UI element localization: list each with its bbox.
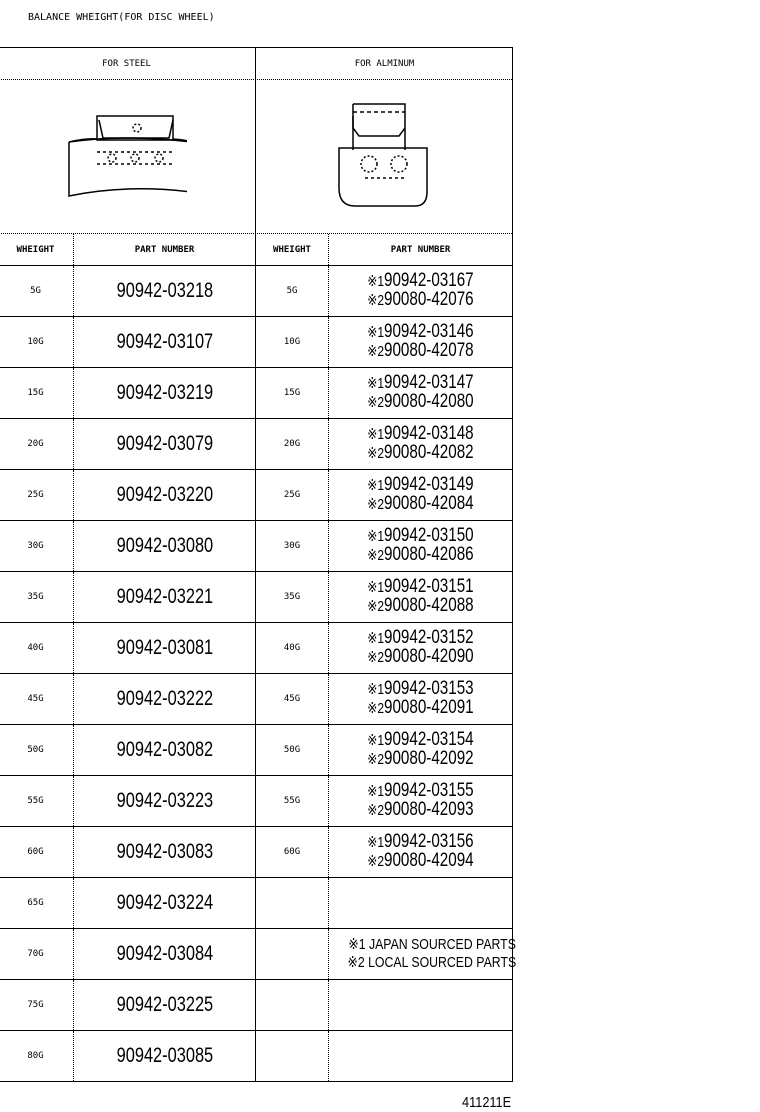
source-mark: ※2: [367, 445, 385, 462]
steel-part-number-cell: [74, 266, 256, 316]
table-row: [0, 521, 512, 572]
aluminum-part-number: 90942-03153: [384, 678, 474, 699]
aluminum-part-number: 90080-42078: [384, 340, 474, 361]
steel-part-number-cell: [74, 623, 256, 673]
steel-weight: 65G: [0, 878, 74, 928]
aluminum-part-number-cell: [329, 878, 512, 928]
aluminum-part-number-cell: [329, 980, 512, 1030]
steel-part-number-cell: [74, 470, 256, 520]
steel-weight: 30G: [0, 521, 74, 571]
aluminum-part-number-line: [367, 444, 473, 463]
steel-part-number-cell: [74, 827, 256, 877]
steel-weight: 15G: [0, 368, 74, 418]
aluminum-part-number-line: [367, 546, 473, 565]
aluminum-part-number-cell: [329, 674, 512, 724]
aluminum-header: FOR ALMINUM: [354, 58, 415, 69]
table-row: [0, 674, 512, 725]
aluminum-part-number-line: [367, 801, 473, 820]
source-mark: ※1: [367, 528, 385, 545]
aluminum-part-number: 90942-03151: [384, 576, 474, 597]
aluminum-weight: [256, 980, 329, 1030]
aluminum-part-number-cell: [329, 776, 512, 826]
aluminum-part-number: 90080-42091: [384, 697, 474, 718]
table-row: [0, 419, 512, 470]
aluminum-part-number-cell: [329, 1031, 512, 1081]
source-mark: ※1: [367, 630, 385, 647]
source-mark: ※2: [367, 853, 385, 870]
steel-weight: 50G: [0, 725, 74, 775]
steel-part-number: 90942-03080: [116, 534, 213, 557]
steel-part-number: 90942-03083: [116, 840, 213, 863]
aluminum-weight: 20G: [256, 419, 329, 469]
steel-part-number-cell: [74, 980, 256, 1030]
aluminum-weight: [256, 1031, 329, 1081]
aluminum-part-number: 90942-03152: [384, 627, 474, 648]
steel-part-number-cell: [74, 368, 256, 418]
aluminum-part-number-line: [367, 648, 473, 667]
aluminum-part-number: 90942-03146: [384, 321, 474, 342]
steel-part-number: 90942-03220: [116, 483, 213, 506]
table-row: [0, 827, 512, 878]
source-mark: ※1: [367, 732, 385, 749]
aluminum-part-number: 90080-42094: [384, 850, 474, 871]
aluminum-part-number-line: [367, 291, 473, 310]
aluminum-part-number: 90080-42080: [384, 391, 474, 412]
table-row: [0, 368, 512, 419]
source-mark: ※2: [367, 802, 385, 819]
source-mark: ※2: [367, 700, 385, 717]
aluminum-part-number-line: [367, 699, 473, 718]
column-header-row: [0, 234, 512, 266]
steel-part-number-cell: [74, 521, 256, 571]
steel-part-number: 90942-03079: [116, 432, 213, 455]
steel-part-number-cell: [74, 572, 256, 622]
source-mark: ※2: [367, 496, 385, 513]
aluminum-part-number: 90080-42088: [384, 595, 474, 616]
steel-part-number: 90942-03222: [116, 687, 213, 710]
table-row: [0, 776, 512, 827]
aluminum-part-number: 90942-03155: [384, 780, 474, 801]
aluminum-part-number: 90942-03147: [384, 372, 474, 393]
steel-part-number-cell: [74, 878, 256, 928]
aluminum-part-number: 90942-03148: [384, 423, 474, 444]
steel-weight: 75G: [0, 980, 74, 1030]
aluminum-part-number-cell: [329, 521, 512, 571]
aluminum-weight: 25G: [256, 470, 329, 520]
steel-weight: 20G: [0, 419, 74, 469]
steel-part-number: 90942-03224: [116, 891, 213, 914]
source-mark: ※2: [367, 547, 385, 564]
aluminum-part-number: 90942-03154: [384, 729, 474, 750]
source-mark: ※1: [367, 579, 385, 596]
source-mark: ※2: [367, 292, 385, 309]
steel-part-number: 90942-03084: [116, 942, 213, 965]
section-header: [0, 48, 512, 80]
aluminum-weight: 60G: [256, 827, 329, 877]
steel-weight: 55G: [0, 776, 74, 826]
aluminum-part-number: 90080-42093: [384, 799, 474, 820]
steel-part-number-cell: [74, 674, 256, 724]
table-row: [0, 572, 512, 623]
figure-code: 411211E: [462, 1094, 512, 1111]
steel-part-number: 90942-03107: [116, 330, 213, 353]
aluminum-part-number-header: PART NUMBER: [390, 244, 451, 255]
steel-weight: 45G: [0, 674, 74, 724]
steel-part-number: 90942-03219: [116, 381, 213, 404]
aluminum-part-number-line: [367, 852, 473, 871]
steel-part-number-cell: [74, 776, 256, 826]
aluminum-weight: [256, 878, 329, 928]
aluminum-part-number-cell: [329, 572, 512, 622]
table-row: [0, 317, 512, 368]
balance-weight-table: [0, 47, 517, 1082]
source-mark: ※1: [367, 477, 385, 494]
aluminum-part-number: 90080-42076: [384, 289, 474, 310]
document-title: BALANCE WHEIGHT(FOR DISC WHEEL): [28, 12, 215, 23]
source-mark: ※2: [367, 649, 385, 666]
aluminum-weight: 10G: [256, 317, 329, 367]
aluminum-part-number-cell: [329, 368, 512, 418]
steel-part-number: 90942-03223: [116, 789, 213, 812]
aluminum-part-number-cell: [329, 725, 512, 775]
table-row: [0, 929, 517, 980]
aluminum-weight: 45G: [256, 674, 329, 724]
steel-weight: 80G: [0, 1031, 74, 1081]
aluminum-weight: 5G: [256, 266, 329, 316]
aluminum-part-number-cell: [329, 317, 512, 367]
aluminum-part-number-line: [367, 750, 473, 769]
source-mark: ※2: [367, 394, 385, 411]
source-mark: ※1: [367, 324, 385, 341]
steel-part-number-cell: [74, 1031, 256, 1081]
steel-weight-header: WHEIGHT: [0, 234, 74, 265]
aluminum-part-number-cell: [329, 266, 512, 316]
aluminum-part-number: 90942-03150: [384, 525, 474, 546]
steel-header: FOR STEEL: [0, 48, 256, 79]
aluminum-weight: 35G: [256, 572, 329, 622]
steel-weight: 10G: [0, 317, 74, 367]
aluminum-part-number-cell: [329, 623, 512, 673]
steel-part-number-header: PART NUMBER: [74, 234, 256, 265]
aluminum-part-number: 90942-03156: [384, 831, 474, 852]
steel-weight: 40G: [0, 623, 74, 673]
steel-part-number: 90942-03221: [116, 585, 213, 608]
aluminum-part-number: 90080-42090: [384, 646, 474, 667]
japan-sourced-note: ※1 JAPAN SOURCED PARTS: [348, 936, 516, 953]
aluminum-part-number: 90942-03167: [384, 270, 474, 291]
source-mark: ※1: [367, 681, 385, 698]
source-mark: ※2: [367, 598, 385, 615]
steel-weight: 60G: [0, 827, 74, 877]
aluminum-part-number-cell: [329, 470, 512, 520]
aluminum-part-number: 90942-03149: [384, 474, 474, 495]
aluminum-part-number-cell: [329, 929, 535, 979]
table-row: [0, 878, 512, 929]
source-mark: ※2: [367, 751, 385, 768]
aluminum-part-number-cell: [329, 827, 512, 877]
steel-weight-illustration: [0, 80, 256, 233]
source-mark: ※1: [367, 273, 385, 290]
steel-part-number: 90942-03218: [116, 279, 213, 302]
aluminum-weight: 55G: [256, 776, 329, 826]
aluminum-part-number: 90080-42086: [384, 544, 474, 565]
source-mark: ※1: [367, 783, 385, 800]
source-mark: ※1: [367, 834, 385, 851]
steel-weight: 5G: [0, 266, 74, 316]
steel-part-number: 90942-03081: [116, 636, 213, 659]
aluminum-weight: 50G: [256, 725, 329, 775]
table-row: [0, 623, 512, 674]
steel-part-number: 90942-03085: [116, 1044, 213, 1067]
steel-part-number-cell: [74, 725, 256, 775]
steel-weight: 25G: [0, 470, 74, 520]
aluminum-weight-header: WHEIGHT: [256, 234, 329, 265]
steel-weight: 35G: [0, 572, 74, 622]
aluminum-part-number-cell: [329, 419, 512, 469]
source-mark: ※1: [367, 426, 385, 443]
aluminum-weight: 40G: [256, 623, 329, 673]
aluminum-weight-illustration: [256, 80, 513, 233]
local-sourced-note: ※2 LOCAL SOURCED PARTS: [347, 954, 517, 971]
aluminum-part-number-line: [367, 495, 473, 514]
aluminum-part-number-line: [367, 342, 473, 361]
steel-part-number-cell: [74, 419, 256, 469]
steel-part-number-cell: [74, 317, 256, 367]
table-row: [0, 266, 512, 317]
steel-weight: 70G: [0, 929, 74, 979]
steel-part-number: 90942-03082: [116, 738, 213, 761]
aluminum-part-number-line: [367, 393, 473, 412]
table-row: [0, 470, 512, 521]
aluminum-weight: 30G: [256, 521, 329, 571]
steel-part-number: 90942-03225: [116, 993, 213, 1016]
table-body: [0, 266, 517, 1081]
aluminum-part-number: 90080-42082: [384, 442, 474, 463]
illustrations: [0, 80, 512, 234]
steel-part-number-cell: [74, 929, 256, 979]
source-mark: ※2: [367, 343, 385, 360]
source-mark: ※1: [367, 375, 385, 392]
aluminum-part-number-line: [367, 597, 473, 616]
aluminum-weight: 15G: [256, 368, 329, 418]
aluminum-part-number: 90080-42084: [384, 493, 474, 514]
table-row: [0, 1031, 512, 1081]
table-row: [0, 980, 512, 1031]
table-row: [0, 725, 512, 776]
aluminum-part-number: 90080-42092: [384, 748, 474, 769]
aluminum-weight: [256, 929, 329, 979]
